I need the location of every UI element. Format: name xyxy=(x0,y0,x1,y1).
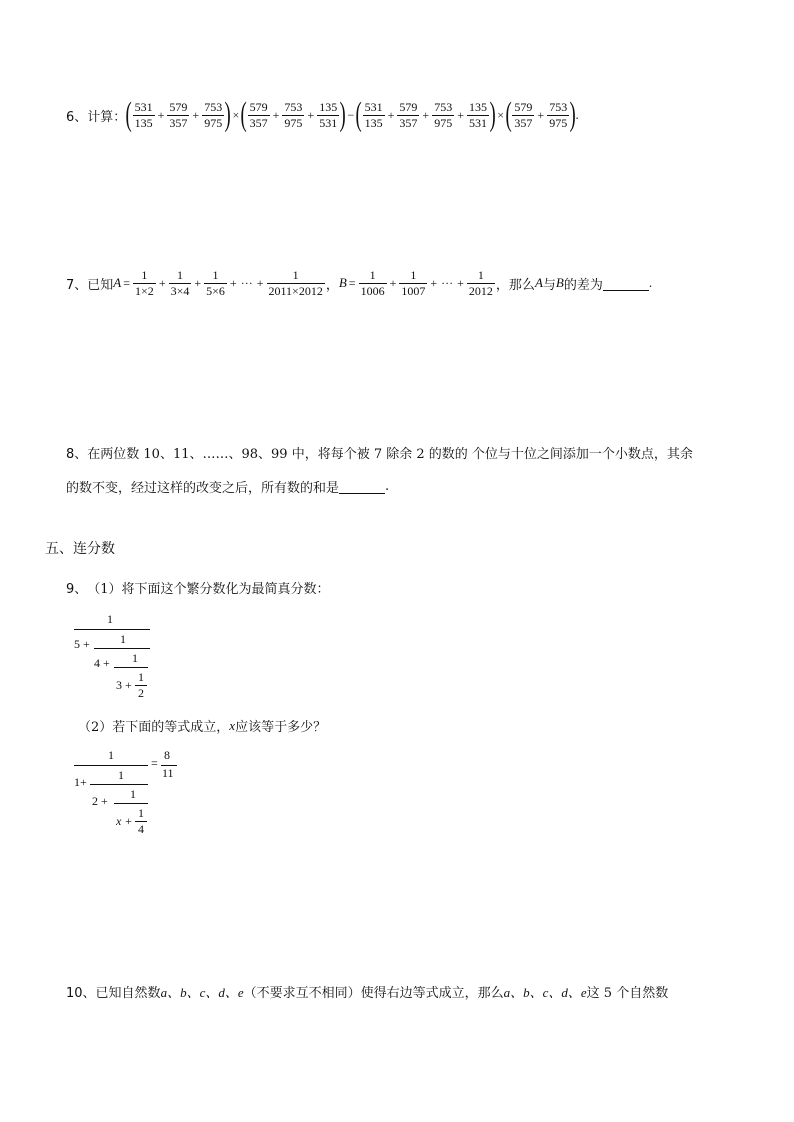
q6-label: 计算： xyxy=(87,109,127,125)
q6-group-3-fraction-denominator: 135 xyxy=(364,115,383,130)
q6-group-1-plus: + xyxy=(192,107,200,122)
q6-number: 6、 xyxy=(66,109,88,125)
cf1-term-a: 5 + xyxy=(74,637,90,651)
q7-known: 已知 xyxy=(87,277,114,293)
q7-b-last-fraction-denominator: 2012 xyxy=(468,283,493,298)
q7-a-fraction xyxy=(133,268,156,299)
q7-a-fraction-numerator: 1 xyxy=(176,267,183,282)
q6-group-2-open-paren: ( xyxy=(240,96,248,133)
q10-number: 10、 xyxy=(66,986,96,1001)
q7-plus: + xyxy=(158,275,166,290)
q6-group-1-fraction-numerator: 531 xyxy=(134,99,153,114)
q7-b-fraction xyxy=(399,268,427,299)
q9-prompt-1: （1）将下面这个繁分数化为最简真分数： xyxy=(87,582,330,597)
q7-b-fraction xyxy=(359,268,387,299)
q6-expression xyxy=(126,98,578,132)
cf2-numerator: 1 xyxy=(108,748,114,762)
cf1-term-c: 3 + xyxy=(116,678,132,692)
q6-group-3-plus: + xyxy=(387,107,395,122)
cf2-line-3 xyxy=(114,803,148,804)
q7-b-last-fraction-numerator: 1 xyxy=(477,267,484,282)
q7-a-fraction-numerator: 1 xyxy=(212,267,219,282)
q9-prompt-2b: 应该等于多少？ xyxy=(235,720,327,735)
q6-times: × xyxy=(232,107,240,122)
q8-line2: 的数不变，经过这样的改变之后，所有数的和是 xyxy=(66,480,340,496)
q8-line1: 在两位数 10、11、……、98、99 中，将每个被 7 除余 2 的数的 个位与十位之间添加一个小数点，其余 xyxy=(87,446,693,462)
q6-group-1-fraction-numerator: 579 xyxy=(169,99,188,114)
q7-a-last-fraction-numerator: 1 xyxy=(292,267,299,282)
q9-variable-x: x xyxy=(229,717,236,733)
q10-vars-2: a、b、c、d、e xyxy=(503,985,587,1000)
q6-group-3-open-paren: ( xyxy=(355,96,363,133)
q7-b-fraction-numerator: 1 xyxy=(410,267,417,282)
cf2-last-num: 1 xyxy=(138,806,144,820)
question-9-part2 xyxy=(78,716,326,735)
q6-group-4-fraction-denominator: 357 xyxy=(514,115,533,130)
q6-group-2-plus: + xyxy=(307,107,315,122)
q7-number: 7、 xyxy=(66,277,88,293)
q6-group-1-fraction xyxy=(202,100,224,131)
q7-plus: + xyxy=(457,275,464,290)
cf2-line-1 xyxy=(74,765,148,766)
q6-group-2-fraction-numerator: 135 xyxy=(319,99,338,114)
q7-plus: + xyxy=(194,275,202,290)
q8-answer-blank[interactable] xyxy=(339,479,385,494)
q6-group-3-fraction-numerator: 531 xyxy=(364,99,383,114)
q6-group-2-fraction-denominator: 531 xyxy=(319,115,338,130)
q6-group-2-close-paren: ) xyxy=(339,96,346,133)
question-6 xyxy=(66,96,579,134)
q10-text-c: 这 5 个自然数 xyxy=(586,986,669,1001)
q7-var-a: A xyxy=(113,275,122,290)
q7-equals: = xyxy=(123,275,131,290)
q7-b-fraction-numerator: 1 xyxy=(369,267,376,282)
cf2-last-den: 4 xyxy=(138,822,144,836)
q7-plus: + xyxy=(389,275,397,290)
cf2-rhs-den: 11 xyxy=(162,766,174,780)
q6-group-3-fraction xyxy=(397,100,419,131)
q6-group-1-fraction-denominator: 975 xyxy=(204,115,223,130)
cf2-rhs-num: 8 xyxy=(164,748,170,762)
cf2-term-c: x + xyxy=(116,814,133,828)
cf1-last-den: 2 xyxy=(138,686,144,700)
q6-group-1-fraction-denominator: 357 xyxy=(169,115,188,130)
question-8 xyxy=(66,442,736,496)
q6-group-4-fraction xyxy=(512,100,534,131)
q7-b-fraction-denominator: 1006 xyxy=(360,283,385,298)
q7-tail-1: ，那么 xyxy=(495,277,535,293)
q7-plus: + xyxy=(256,275,264,290)
q7-var-b: B xyxy=(338,275,347,290)
cf1-numerator: 1 xyxy=(107,612,113,626)
cf2-rhs-eq: = xyxy=(151,756,158,770)
q6-group-3-plus: + xyxy=(457,107,464,122)
q7-answer-blank[interactable] xyxy=(603,276,649,291)
cf1-term-b: 4 + xyxy=(94,656,110,670)
q7-a-fraction xyxy=(169,268,192,299)
q7-a-last-fraction xyxy=(267,268,325,299)
q6-group-3-close-paren: ) xyxy=(489,96,496,133)
cf1-line-3 xyxy=(114,667,148,668)
cf1-last-num: 1 xyxy=(138,670,144,684)
cf2-one-3: 1 xyxy=(130,787,136,801)
q6-group-3-fraction-denominator: 357 xyxy=(399,115,418,130)
q9-prompt-2a: （2）若下面的等式成立， xyxy=(78,720,230,735)
q6-group-2-plus: + xyxy=(272,107,280,122)
cf2-one-2: 1 xyxy=(118,768,124,782)
q6-group-1-close-paren: ) xyxy=(224,96,231,133)
q6-group-1-fraction-denominator: 135 xyxy=(134,115,153,130)
q10-vars: a、b、c、d、e xyxy=(160,985,244,1000)
q7-a-fraction-numerator: 1 xyxy=(141,267,148,282)
question-7 xyxy=(66,264,652,302)
q7-comma: ， xyxy=(325,276,339,292)
q7-a-fraction-denominator: 5×6 xyxy=(206,283,225,298)
q6-group-3-fraction-numerator: 579 xyxy=(399,99,418,114)
q7-a-fraction-denominator: 3×4 xyxy=(170,283,190,298)
q6-group-3-fraction-denominator: 975 xyxy=(434,115,453,130)
q7-tail-2: 的差为 xyxy=(563,277,603,293)
q6-group-2-fraction xyxy=(282,100,304,131)
q6-group-4-fraction-numerator: 579 xyxy=(514,99,533,114)
q7-b-last-fraction xyxy=(467,268,495,299)
q8-number: 8、 xyxy=(66,446,88,462)
q7-var-b-ref: B xyxy=(555,275,564,290)
q7-plus: + xyxy=(229,275,237,290)
q6-period: . xyxy=(575,107,579,122)
q6-group-2-fraction-denominator: 975 xyxy=(284,115,303,130)
q9-number: 9、 xyxy=(66,582,88,597)
cf2-line-2 xyxy=(90,784,148,785)
q7-a-fraction xyxy=(204,268,227,299)
q7-var-a-ref: A xyxy=(534,275,543,290)
cf2-term-b: 2 + xyxy=(92,794,108,808)
q6-group-4-close-paren: ) xyxy=(569,96,576,133)
cf1-one-3: 1 xyxy=(132,651,138,665)
q6-group-1-fraction xyxy=(133,100,155,131)
q6-group-1-plus: + xyxy=(157,107,165,122)
question-10 xyxy=(66,982,668,1001)
q6-group-2-fraction-numerator: 579 xyxy=(249,99,268,114)
cf1-line-2 xyxy=(94,648,150,649)
q7-b-fraction-denominator: 1007 xyxy=(401,283,426,298)
q6-group-4-fraction xyxy=(547,100,569,131)
q7-dots: ··· xyxy=(441,275,454,290)
q6-group-2-fraction-denominator: 357 xyxy=(249,115,268,130)
q7-period: . xyxy=(648,275,653,290)
cf1-line-1 xyxy=(74,629,150,630)
q7-plus: + xyxy=(430,275,438,290)
cf2-term-a: 1+ xyxy=(74,775,87,789)
q6-group-2-fraction xyxy=(317,100,339,131)
q6-group-3-fraction xyxy=(467,100,489,131)
q6-group-3-fraction xyxy=(432,100,454,131)
q8-end: . xyxy=(385,478,390,494)
q7-and: 与 xyxy=(542,277,556,293)
q6-group-1-open-paren: ( xyxy=(125,96,133,133)
q6-group-3-fraction-denominator: 531 xyxy=(468,115,487,130)
q10-text-a: 已知自然数 xyxy=(95,986,161,1001)
q6-group-2-fraction xyxy=(248,100,270,131)
q6-group-2-fraction-numerator: 753 xyxy=(284,99,303,114)
q7-expression xyxy=(113,268,652,299)
q6-group-1-fraction-numerator: 753 xyxy=(204,99,223,114)
continued-fraction-2 xyxy=(72,748,172,840)
q6-group-3-fraction-numerator: 753 xyxy=(434,99,453,114)
q7-a-fraction-denominator: 1×2 xyxy=(135,283,154,298)
q6-group-3-fraction xyxy=(363,100,385,131)
section-heading: 五、连分数 xyxy=(45,541,115,557)
q6-group-4-fraction-numerator: 753 xyxy=(549,99,568,114)
q10-text-b: （不要求互不相同）使得右边等式成立，那么 xyxy=(243,986,504,1001)
q6-group-3-fraction-numerator: 135 xyxy=(468,99,487,114)
cf1-one-2: 1 xyxy=(120,632,126,646)
q6-group-3-plus: + xyxy=(422,107,430,122)
question-9-part1 xyxy=(66,578,330,597)
q7-a-last-fraction-denominator: 2011×2012 xyxy=(268,283,323,298)
q6-minus: − xyxy=(347,107,355,122)
q6-group-4-fraction-denominator: 975 xyxy=(549,115,568,130)
q6-times: × xyxy=(497,107,505,122)
q6-group-1-fraction xyxy=(167,100,189,131)
q7-dots: ··· xyxy=(240,275,253,290)
q6-group-4-open-paren: ( xyxy=(505,96,512,133)
q7-equals: = xyxy=(348,275,356,290)
q6-group-4-plus: + xyxy=(537,107,545,122)
continued-fraction-1 xyxy=(72,612,154,704)
